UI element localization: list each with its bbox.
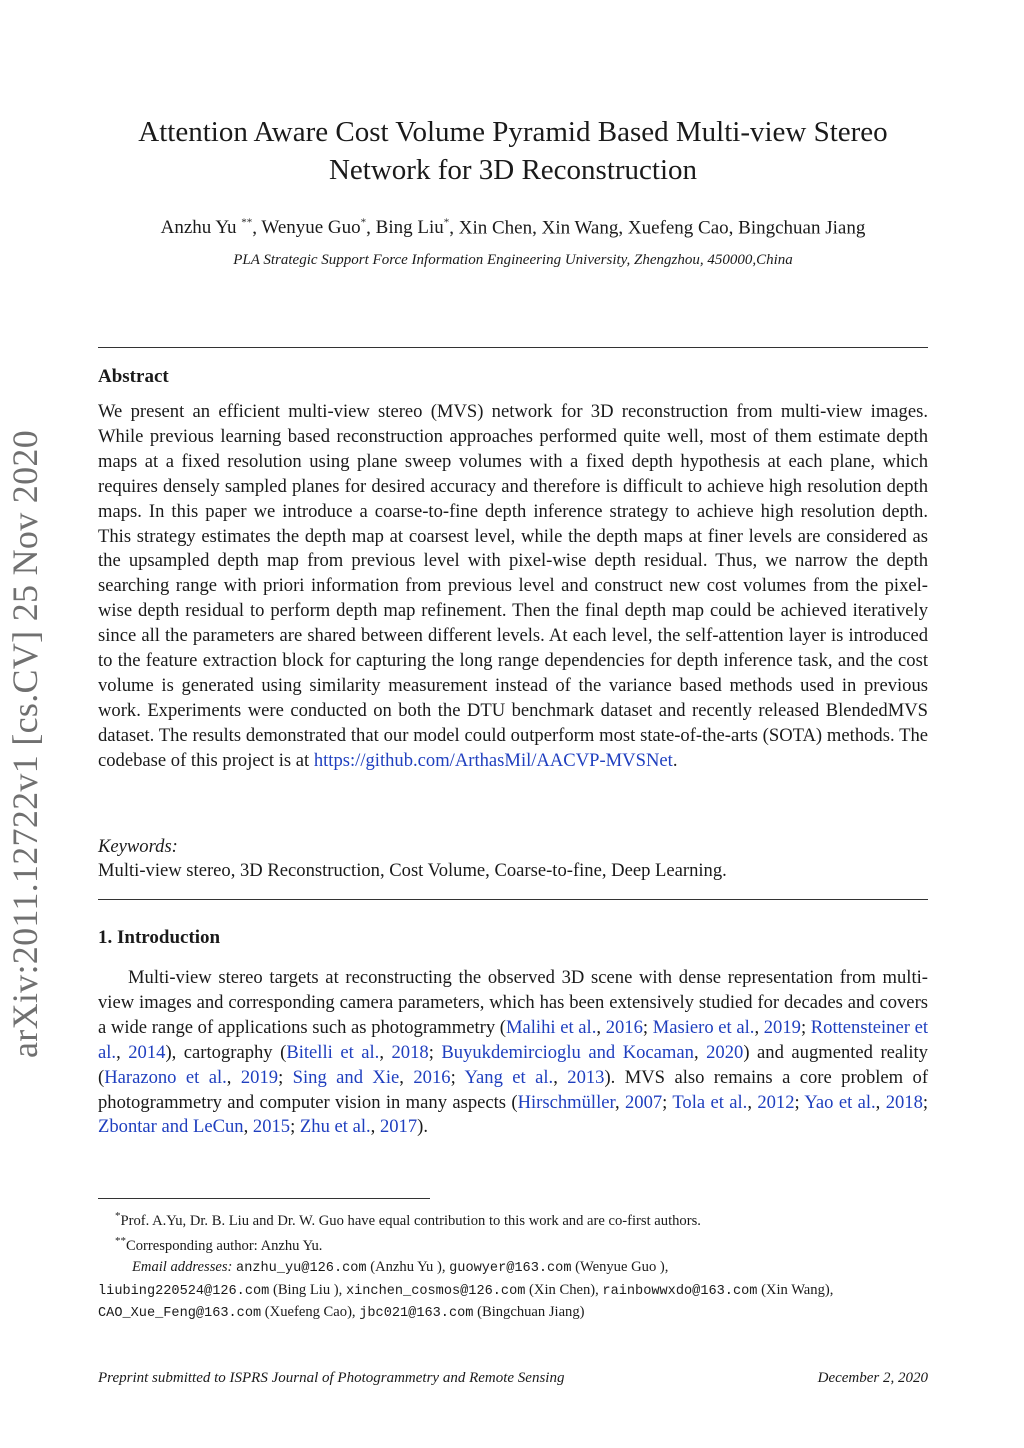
- abstract-top-rule: [98, 347, 928, 348]
- footnote-rule: [98, 1198, 430, 1199]
- email-address[interactable]: liubing220524@126.com: [98, 1283, 270, 1299]
- email-address[interactable]: guowyer@163.com: [449, 1260, 572, 1276]
- footer-submission-note: Preprint submitted to ISPRS Journal of Photogrammetry and Remote Sensing: [98, 1370, 565, 1386]
- citation-link[interactable]: Buyukdemircioglu and Kocaman, 2020: [441, 1041, 744, 1063]
- citation-link[interactable]: Hirschmüller, 2007: [517, 1091, 663, 1113]
- email-address[interactable]: jbc021@163.com: [359, 1306, 474, 1322]
- email-address[interactable]: CAO_Xue_Feng@163.com: [98, 1306, 262, 1322]
- citation-link[interactable]: Rottensteiner et al., 2014: [98, 1016, 928, 1063]
- codebase-link[interactable]: https://github.com/ArthasMil/AACVP-MVSNet: [313, 749, 673, 771]
- keywords-label: Keywords:: [98, 836, 178, 857]
- abstract-bottom-rule: [98, 899, 928, 900]
- email-address[interactable]: rainbowwxdo@163.com: [602, 1283, 758, 1299]
- keywords-text: Multi-view stereo, 3D Reconstruction, Cost Volume, Coarse-to-fine, Deep Learning.: [98, 860, 727, 881]
- author: Xuefeng Cao: [627, 217, 729, 239]
- citation-link[interactable]: Bitelli et al., 2018: [286, 1041, 429, 1063]
- citation-link[interactable]: Harazono et al., 2019: [104, 1066, 279, 1088]
- citation-link[interactable]: Tola et al., 2012: [672, 1091, 795, 1113]
- paper-title: [98, 113, 928, 189]
- abstract-heading: Abstract: [98, 366, 169, 387]
- author-list: Anzhu Yu **, Wenyue Guo*, Bing Liu*, Xin Chen, Xin Wang, Xuefeng Cao, Bingchuan Jiang: [160, 217, 866, 239]
- citation-link[interactable]: Malihi et al., 2016: [505, 1016, 643, 1038]
- footnotes: [98, 1206, 928, 1325]
- author: Bing Liu*: [375, 217, 450, 239]
- citation-link[interactable]: Yang et al., 2013: [464, 1066, 605, 1088]
- footnote-corresponding: **Corresponding author: Anzhu Yu.: [115, 1235, 323, 1255]
- footnote-co-first: *Prof. A.Yu, Dr. B. Liu and Dr. W. Guo have equal contribution to this work and are co-first authors.: [115, 1210, 701, 1229]
- abstract-body: We present an efficient multi-view stereo (MVS) network for 3D reconstruction from multi-view images. While previous learning based reconstruction approaches performed quite well, most of them estimate depth maps at a fixed resolution using plane sweep volumes with a fixed depth hypothesis at each plane, which requires densely sampled planes for desired accuracy and therefore is difficult to achieve high resolution depth maps. In this paper we introduce a coarse-to-fine depth inference strategy to achieve high resolution depth. This strategy estimates the depth map at coarsest level, while the depth maps at finer levels are considered as the upsampled depth map from previous level with pixel-wise depth residual. Thus, we narrow the depth searching range with priori information from previous level and construct new cost volumes from the pixel-wise depth residual to perform depth map refinement. Then the final depth map could be achieved iteratively since all the parameters are shared between different levels. At each level, the self-attention layer is introduced to the feature extraction block for capturing the long range dependencies for depth inference task, and the cost volume is generated using similarity measurement instead of the variance based methods used in previous work. Experiments were conducted on both the DTU benchmark dataset and recently released BlendedMVS dataset. The results demonstrated that our model could outperform most state-of-the-arts (SOTA) methods. The codebase of this project is at https://github.com/ArthasMil/AACVP-MVSNet.: [98, 401, 928, 771]
- citation-link[interactable]: Yao et al., 2018: [804, 1091, 923, 1113]
- arxiv-identifier: arXiv:2011.12722v1 [cs.CV] 25 Nov 2020: [5, 429, 45, 1058]
- introduction-paragraph: Multi-view stereo targets at reconstructing the observed 3D scene with dense representation from multi-view images and corresponding camera parameters, which has been extensively studied for decades and covers a wide range of applications such as photogrammetry (Malihi et al., 2016; Masiero et al., 2019; Rottensteiner et al., 2014), cartography (Bitelli et al., 2018; Buyukdemircioglu and Kocaman, 2020) and augmented reality (Harazono et al., 2019; Sing and Xie, 2016; Yang et al., 2013). MVS also remains a core problem of photogrammetry and computer vision in many aspects (Hirschmüller, 2007; Tola et al., 2012; Yao et al., 2018; Zbontar and LeCun, 2015; Zhu et al., 2017).: [98, 967, 929, 1138]
- citation-link[interactable]: Zbontar and LeCun, 2015: [98, 1116, 291, 1138]
- affiliation: PLA Strategic Support Force Information Engineering University, Zhengzhou, 450000,China: [233, 252, 793, 268]
- author: Xin Chen: [458, 217, 533, 239]
- citation-link[interactable]: Zhu et al., 2017: [299, 1116, 418, 1138]
- footnote-emails: Email addresses: anzhu_yu@126.com (Anzhu Yu ), guowyer@163.com (Wenyue Guo ), liubing220524@126.com (Bing Liu ), xinchen_cosmos@126.com (Xin Chen), rainbowwxdo@163.com (Xin Wang), CAO_Xue_Feng@163.com (Xuefeng Cao), jbc021@163.com (Bingchuan Jiang): [98, 1258, 834, 1322]
- author: Wenyue Guo*: [261, 217, 367, 239]
- footer-date: December 2, 2020: [817, 1370, 928, 1386]
- author: Anzhu Yu **: [160, 217, 253, 239]
- author: Xin Wang: [541, 217, 619, 239]
- email-address[interactable]: anzhu_yu@126.com: [236, 1260, 367, 1276]
- citation-link[interactable]: Sing and Xie, 2016: [292, 1066, 451, 1088]
- title-line-1: Attention Aware Cost Volume Pyramid Based Multi-view Stereo: [138, 116, 888, 148]
- email-address[interactable]: xinchen_cosmos@126.com: [345, 1283, 526, 1299]
- introduction-heading: 1. Introduction: [98, 927, 221, 948]
- title-line-2: Network for 3D Reconstruction: [328, 154, 698, 186]
- citation-link[interactable]: Masiero et al., 2019: [652, 1016, 801, 1038]
- author: Bingchuan Jiang: [738, 217, 866, 239]
